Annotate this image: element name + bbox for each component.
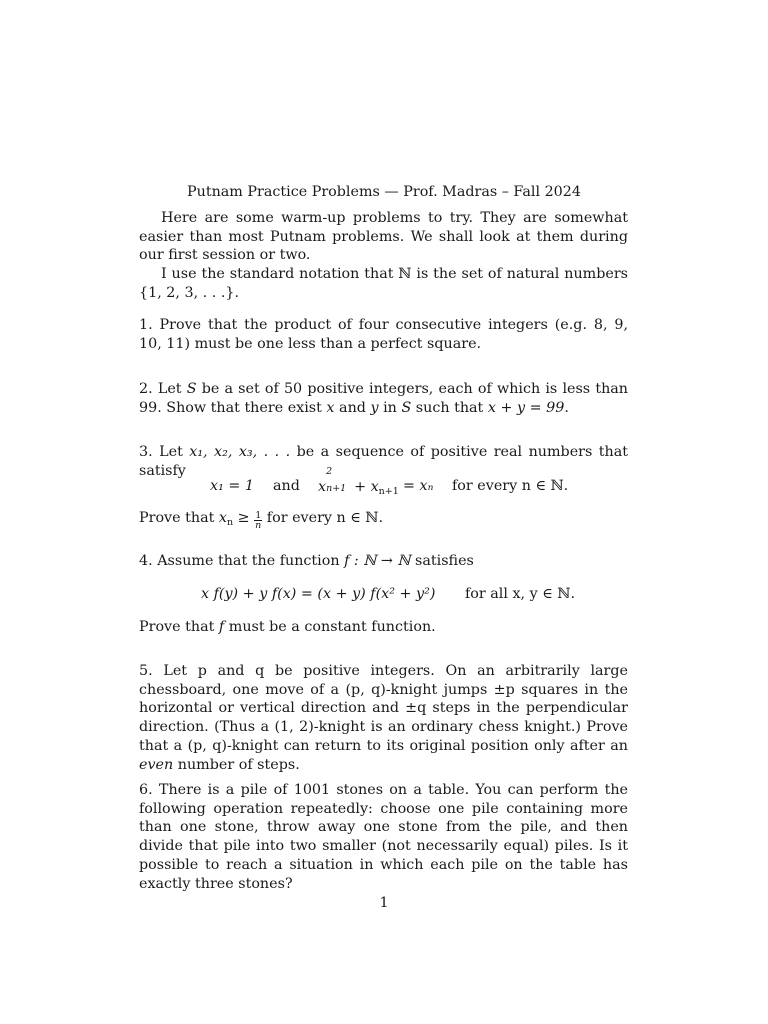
problem-1	[139, 316, 628, 353]
page-title: Putnam Practice Problems — Prof. Madras – Fall 2024	[187, 184, 581, 200]
function-map: f : ℕ → ℕ	[344, 553, 411, 569]
page-number: 1	[379, 895, 389, 911]
equation: x + y = 99	[487, 399, 565, 416]
problem-number: 1.	[139, 317, 153, 333]
and-word: and	[273, 478, 300, 494]
problem-2: 2. Let S be a set of 50 positive integers, each of which is less than 99. Show that there exist x and y in S such that x + y = 99.	[139, 381, 629, 416]
equation-quantifier: for all x, y ∈ ℕ.	[465, 586, 576, 602]
problem-3: 3. Let x₁, x₂, x₃, . . . be a sequence of positive real numbers that satisfy	[139, 444, 628, 479]
problem-4-conclusion: Prove that f must be a constant function.	[139, 619, 436, 635]
problem-number: 3.	[139, 444, 153, 460]
intro-paragraph-1: Here are some warm-up problems to try. They are somewhat easier than most Putnam problems. We shall look at them during our first session or two.	[139, 210, 628, 264]
problem-number: 6.	[139, 782, 153, 798]
problem-text: There is a pile of 1001 stones on a table. You can perform the following operation repeatedly: choose one pile containing more than one stone, throw away one stone from the pile, and then divide that pile into two smaller (not necessarily equal) piles. Is it possible to reach a situation in which each pile on the table has exactly three stones?	[139, 782, 628, 892]
natural-set: {1, 2, 3, . . .}.	[139, 284, 240, 301]
recurrence-lhs: x 2 n+1 + $x_{n+1}$	[318, 466, 399, 497]
recurrence-quantifier: for every n ∈ ℕ.	[452, 478, 569, 494]
introduction	[139, 209, 628, 303]
problem-4: 4. Assume that the function f : ℕ → ℕ satisfies	[139, 553, 474, 569]
problem-3-conclusion: Prove that $x_n$ ≥ $\frac{1}{n}$ for every n ∈ ℕ.	[139, 510, 384, 531]
problem-5: 5. Let p and q be positive integers. On an arbitrarily large chessboard, one move of a (p, q)-knight jumps ±p squares in the horizontal or vertical direction and ±q steps in the perpendicular direction. (Thus a (1, 2)-knight is an ordinary chess knight.) Prove that a (p, q)-knight can return to its original position only after an even number of steps.	[139, 663, 628, 773]
fraction: $\frac{1}{n}$	[255, 510, 262, 531]
functional-equation: x f(y) + y f(x) = (x + y) f(x² + y²)	[201, 586, 436, 602]
problem-number: 4.	[139, 553, 153, 569]
intro-paragraph-2: I use the standard notation that ℕ is the set of natural numbers {1, 2, 3, . . .}.	[139, 266, 629, 301]
recurrence-rhs: = xₙ	[403, 478, 434, 494]
problem-number: 2.	[139, 381, 153, 397]
sequence: x₁, x₂, x₃, . . .	[189, 444, 291, 460]
naturals-symbol: ℕ	[398, 266, 412, 283]
emphasis: even	[139, 756, 174, 773]
initial-condition: x₁ = 1	[210, 478, 254, 494]
problem-text: Prove that the product of four consecutive integers (e.g. 8, 9, 10, 11) must be one less than a perfect square.	[139, 317, 629, 352]
problem-6	[139, 781, 628, 893]
problem-number: 5.	[139, 663, 153, 679]
inequality: $x_n$ ≥	[218, 510, 255, 528]
